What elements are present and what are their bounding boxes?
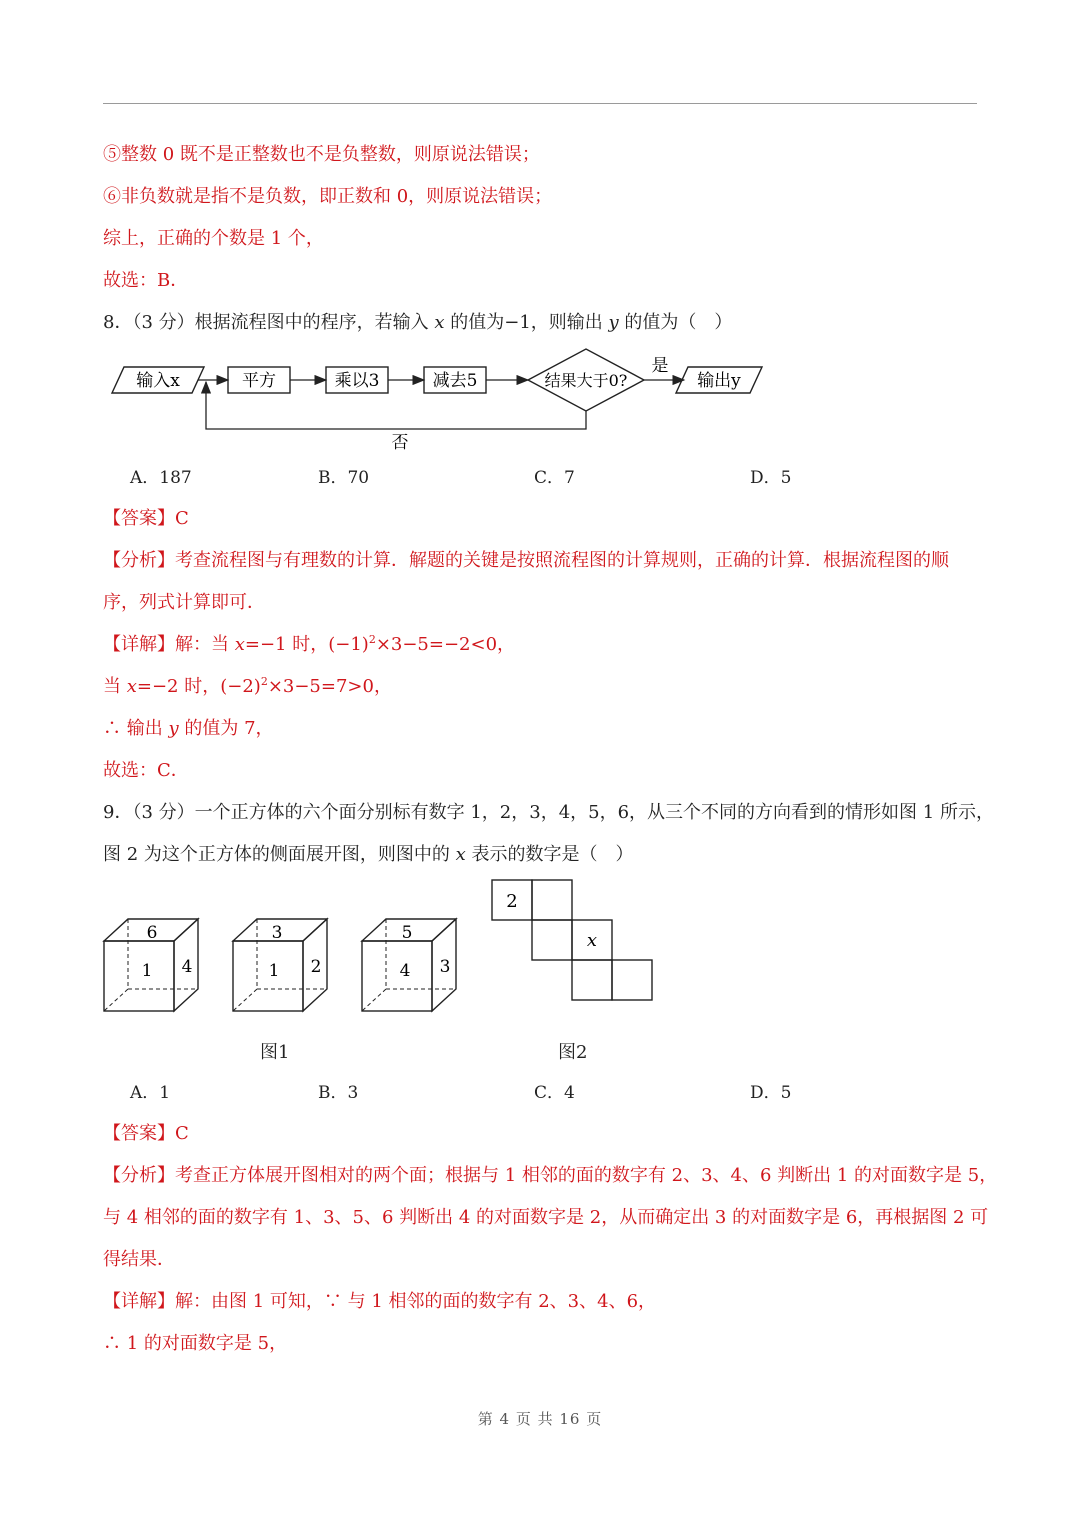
q8-detail-text: ∴ 输出 <box>103 718 169 739</box>
q9-stem-2 <box>103 842 634 868</box>
flow-square-label: 平方 <box>242 371 276 391</box>
figure-2-caption: 图2 <box>558 1042 588 1063</box>
q8-detail-text: 【详解】解：当 <box>103 634 235 655</box>
flow-no-label: 否 <box>391 433 409 453</box>
q8-detail-text: ×3−5=7>0， <box>267 676 392 697</box>
q9-answer: 【答案】C <box>103 1123 189 1144</box>
flow-input-label: 输入x <box>136 371 180 391</box>
figure-1-caption: 图1 <box>260 1042 290 1063</box>
q8-flowchart <box>100 345 780 455</box>
q9-detail-2: ∴ 1 的对面数字是 5， <box>103 1333 288 1354</box>
q8-detail-var: y <box>168 718 179 739</box>
q9-option-b: B．3 <box>318 1083 359 1103</box>
q9-option-d: D．5 <box>750 1083 792 1103</box>
flow-output-label: 输出y <box>697 371 741 391</box>
cube-1-top: 6 <box>146 923 158 943</box>
header-rule <box>103 103 977 104</box>
q8-stem <box>103 310 732 336</box>
solution-choice: 故选：B． <box>103 270 189 291</box>
flow-decision-label: 结果大于0? <box>544 371 628 390</box>
cube-2-front: 1 <box>268 961 280 981</box>
solution-line-6: ⑥非负数就是指不是负数，即正数和 0，则原说法错误； <box>103 186 553 207</box>
q8-detail-var: x <box>126 676 137 697</box>
cube-3-side: 3 <box>439 957 451 977</box>
net-cell <box>572 960 612 1000</box>
q8-detail-text: =−2 时，(−2) <box>136 676 261 697</box>
q8-detail-text: ×3−5=−2<0， <box>375 634 516 655</box>
q8-detail-2 <box>103 674 392 700</box>
q9-option-a: A．1 <box>130 1083 171 1103</box>
q8-option-a: A．187 <box>130 468 192 488</box>
q8-detail-text: 的值为 7， <box>178 718 274 739</box>
q8-detail-text: 当 <box>103 676 127 697</box>
q9-figure-1-cubes <box>100 915 470 1020</box>
net-label-x: x <box>586 930 598 951</box>
page-footer: 第 4 页 共 16 页 <box>477 1410 603 1428</box>
cube-1-front: 1 <box>141 961 153 981</box>
cube-3 <box>362 919 456 1011</box>
solution-summary: 综上，正确的个数是 1 个， <box>103 228 324 249</box>
q8-option-b: B．70 <box>318 468 370 488</box>
net-cell <box>532 880 572 920</box>
q8-answer: 【答案】C <box>103 508 189 529</box>
net-cell <box>532 920 572 960</box>
flow-sub5-label: 减去5 <box>432 371 478 391</box>
cube-1 <box>104 919 198 1011</box>
q8-stem-text: 8．（3 分）根据流程图中的程序，若输入 <box>103 312 435 333</box>
q9-analysis-3: 得结果． <box>103 1249 175 1270</box>
q8-detail-3 <box>103 716 274 742</box>
q8-choose: 故选：C． <box>103 760 189 781</box>
q9-analysis-2: 与 4 相邻的面的数字有 1、3、5、6 判断出 4 的对面数字是 2，从而确定出 3 的对面数字是 6，再根据图 2 可 <box>103 1207 989 1228</box>
cube-2-top: 3 <box>271 923 283 943</box>
q9-figure-2-net <box>490 878 660 1004</box>
q8-detail-1 <box>103 632 515 658</box>
solution-line-5: ⑤整数 0 既不是正整数也不是负整数，则原说法错误； <box>103 144 540 165</box>
q8-detail-var: x <box>234 634 245 655</box>
flow-mul3-label: 乘以3 <box>334 371 380 391</box>
q8-analysis-2: 序，列式计算即可． <box>103 592 265 613</box>
q8-stem-text: 的值为−1，则输出 <box>444 312 609 333</box>
q8-option-d: D．5 <box>750 468 792 488</box>
net-cell <box>612 960 652 1000</box>
q9-detail-1: 【详解】解：由图 1 可知，∵ 与 1 相邻的面的数字有 2、3、4、6， <box>103 1291 657 1312</box>
cube-3-top: 5 <box>401 923 413 943</box>
q9-stem-text: 表示的数字是（ ） <box>465 844 634 865</box>
q8-detail-text: =−1 时，(−1) <box>244 634 369 655</box>
q9-var-x: x <box>455 844 466 865</box>
q9-option-c: C．4 <box>534 1083 575 1103</box>
net-label-2: 2 <box>506 891 518 912</box>
q8-option-c: C．7 <box>534 468 575 488</box>
q8-detail-exp: 2 <box>368 633 376 646</box>
q8-var-y: y <box>608 312 619 333</box>
q8-stem-text: 的值为（ ） <box>618 312 733 333</box>
q8-var-x: x <box>434 312 445 333</box>
cube-3-front: 4 <box>399 961 411 981</box>
cube-2-side: 2 <box>310 957 322 977</box>
cube-1-side: 4 <box>181 957 193 977</box>
cube-2 <box>233 919 327 1011</box>
q9-stem-1: 9．（3 分）一个正方体的六个面分别标有数字 1，2，3，4，5，6，从三个不同的方向看到的情形如图 1 所示， <box>103 802 994 823</box>
q9-stem-text: 图 2 为这个正方体的侧面展开图，则图中的 <box>103 844 456 865</box>
q8-detail-exp: 2 <box>260 675 268 688</box>
flow-yes-label: 是 <box>651 356 669 376</box>
q9-analysis-1: 【分析】考查正方体展开图相对的两个面；根据与 1 相邻的面的数字有 2、3、4、6 判断出 1 的对面数字是 5， <box>103 1165 998 1186</box>
q8-analysis-1: 【分析】考查流程图与有理数的计算．解题的关键是按照流程图的计算规则，正确的计算．根据流程图的顺 <box>103 550 949 571</box>
